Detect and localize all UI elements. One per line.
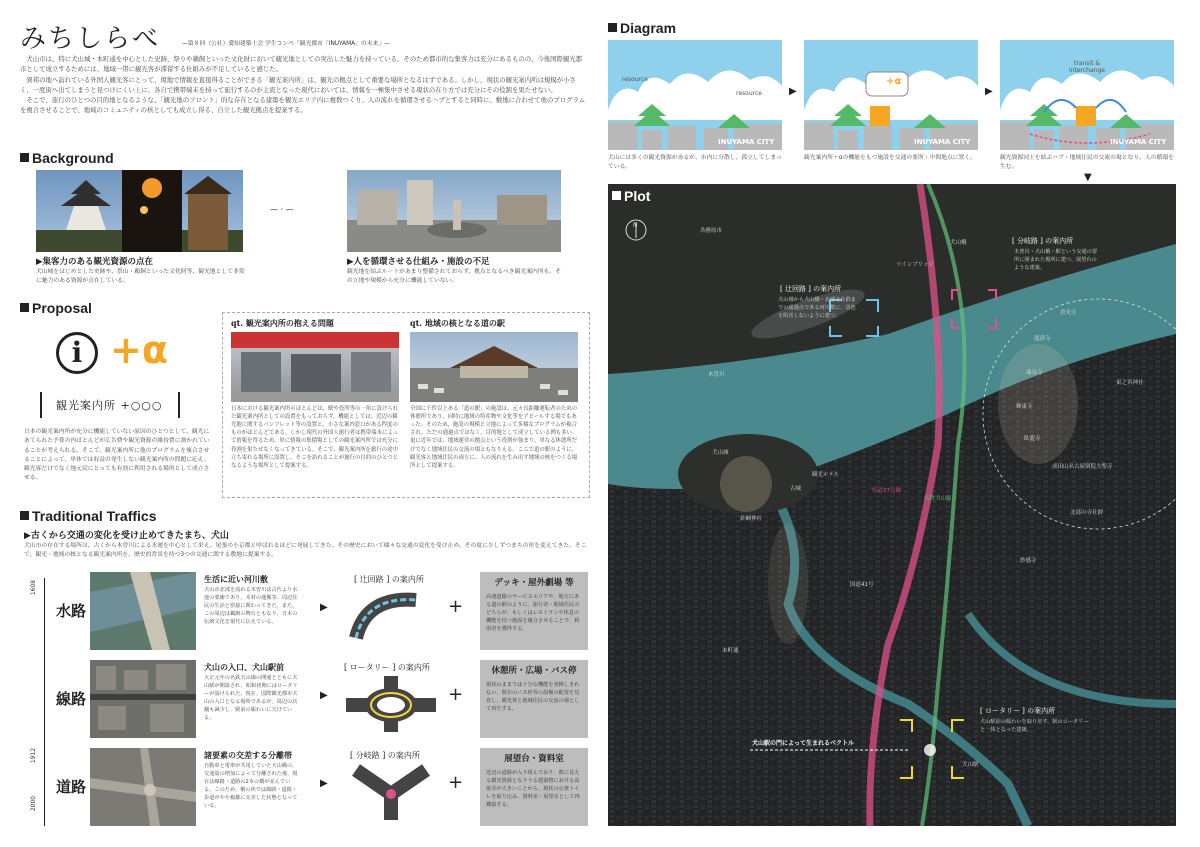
qt2-title: qt. 地域の核となる道の駅 — [410, 318, 505, 328]
lbl-higashinomiya: 東之宮神社 — [1116, 380, 1144, 386]
row2-arrow: ▶ — [320, 690, 328, 701]
site1-body: 犬山城から犬山橋・北部寺社群までの通過点である河川敷に、景色を阻害しないように建つ。 — [778, 297, 856, 320]
row2-center: [ ロータリー ] の案内所 — [344, 663, 430, 672]
intro — [20, 54, 588, 116]
proposal-body: 日本の観光案内所が充分に機能していない原因のひとつとして、観光にあてられた予算の内ほとんどが広告費や観光資源の維持費に割かれていることが考えられる。そこで、観光案内所に他のプログラムを複合させることによって、単体では収益の発生しない観光案内所の問題に応え、観光客だけでなく地元民にとっても有効に利用される場所として成立させる。 — [24, 429, 210, 482]
roundabout-icon — [346, 676, 436, 732]
lbl-meitetsu: 名鉄犬山線 — [924, 496, 952, 502]
proposal-heading-text: Proposal — [32, 300, 92, 316]
michinoeki-illustration — [410, 332, 578, 402]
row1-body: 犬山市北部を流れる木曽川は古代より水運の要衝であり、木材の運搬等、周辺住民の生活と密接に関わってきた。また、この周辺は鵜飼の舞台ともなり、日本の伝統文化を現代に伝えている。 — [204, 587, 298, 626]
lbl-furuyashiki: 古城 — [790, 486, 802, 492]
panel3-caption: 観光資源同士を結ぶハブ・地域住民の交流の場となり、人の循環を生む。 — [1000, 155, 1174, 171]
row1-plus: + — [448, 596, 464, 617]
site3-title: [ ロータリー ] の案内所 — [980, 707, 1056, 715]
panel1-city: INUYAMA CITY — [718, 138, 775, 146]
diagram-panel-3 — [1000, 40, 1174, 150]
proposal-heading — [20, 300, 92, 316]
diagram-arrow-2: ▶ — [985, 86, 993, 97]
year-1912: 1912 — [30, 747, 38, 764]
traffics-sub: ▶古くから交通の変化を受け止めてきたまち、犬山 — [24, 531, 229, 541]
compass-n: N — [633, 222, 638, 229]
panel1-resource-a: resource — [622, 76, 648, 83]
panel1-caption: 犬山には多くの観光資源があるが、市内に分散し、孤立してしまっている。 — [608, 155, 782, 171]
row1-box — [480, 572, 588, 650]
site1-title: [ 辻回路 ] の案内所 — [780, 285, 842, 293]
intro-p1: 犬山市は、特に犬山城・本町通を中心とした史跡、祭りや鵜飼といった文化財において観光地としての突出した魅力を持っている。そのため都市的な集客力は充分にあるものの、今後国際観光都市として成立するためには、地域一帯に観光客が滞留する仕組みが不足していると感じた。 — [20, 55, 583, 74]
intro-p3: そこで、旅行のひとつの目的地となるような、「観光地のフロント」的な存在となる建築を観光エリア内に複数つくり、人の流れを循環させるハブとすると同時に、敷地に合わせて他のプログラムを複合させることで、地域のコミュニティの核としても成立し得る、自立した観光拠点を提案する。 — [20, 96, 586, 115]
background-heading-text: Background — [32, 150, 114, 166]
plot-map — [608, 184, 1176, 826]
panel3-transit: transit & interchange — [1069, 60, 1105, 74]
castle-illustration — [36, 170, 243, 252]
lbl-route27: 県道27号線 — [872, 488, 901, 494]
road-photo — [90, 748, 196, 826]
info-symbol: i — [71, 336, 83, 369]
site2-title: [ 分岐路 ] の案内所 — [1012, 237, 1074, 245]
page-subtitle: —第８回（公社）愛知建築士会 学生コンペ「観光都市「INUYAMA」の未来」— — [182, 41, 390, 47]
lbl-kakamigahara: 各務原市 — [700, 228, 723, 234]
bg-left-title: ▶集客力のある観光資源の点在 — [36, 257, 154, 267]
diagram-arrow-1: ▶ — [789, 86, 797, 97]
street-illustration — [347, 170, 561, 252]
row2-box — [480, 660, 588, 738]
mode-road: 道路 — [56, 778, 87, 796]
qt2-photo — [410, 332, 578, 402]
fork-road-icon — [346, 764, 436, 820]
bg-connector: — · — — [270, 205, 294, 214]
year-2000: 2000 — [30, 795, 38, 812]
bg-left-body: 犬山城をはじめとした史跡や、祭山・鵜飼といった文化財等、観光地として非常に魅力のある資源が点在している。 — [36, 269, 245, 285]
panel3-city: INUYAMA CITY — [1110, 138, 1167, 146]
diagram-panel-2 — [804, 40, 978, 150]
lbl-kogenji: 香光寺 — [1060, 310, 1077, 316]
panel1-resource-b: resource — [736, 90, 762, 97]
curve-road-icon — [346, 588, 436, 644]
row2-box-title: 休憩所・広場・バス停 — [491, 666, 577, 676]
row3-box — [480, 748, 588, 826]
lbl-myokanji: 妙感寺 — [1020, 558, 1037, 564]
bg-right-body: 観光地を結ぶルートがあまり整備されておらず、拠点となるべき観光案内所も、その立地や規模から充分に機能していない。 — [347, 269, 562, 285]
lbl-inuyama-castle: 犬山城 — [712, 450, 729, 456]
row3-box-body: 近辺の道路が入り組んでおり、数に見える観光資源となりうる建築物における高低差が大きいことから、現状の公衆トイレを取り込み、資料室・展望室として再構築する。 — [486, 770, 580, 809]
proposal-label: 観光案内所 +○○○ — [56, 399, 163, 412]
river-aerial — [90, 572, 196, 650]
lbl-narita: 成田山名古屋別院大聖寺 — [1052, 464, 1113, 470]
row1-center: [ 辻回路 ] の案内所 — [354, 575, 424, 584]
diagram-heading — [608, 20, 676, 36]
rail-aerial — [90, 660, 196, 738]
qt1-title: qt. 観光案内所の抱える問題 — [231, 318, 334, 328]
lbl-twin-bridge: ツインブリッジ — [896, 262, 934, 268]
row2-plus: + — [448, 684, 464, 705]
qt1-photo — [231, 332, 399, 402]
lbl-inuyama-st: 犬山駅 — [962, 762, 979, 768]
lbl-hokubu: 北部の寺社群 — [1070, 510, 1104, 516]
road-aerial — [90, 748, 196, 826]
row3-box-title: 展望台・資料室 — [504, 754, 564, 764]
background-heading — [20, 150, 114, 166]
row3-plus: + — [448, 772, 464, 793]
row1-box-title: デッキ・屋外劇場 等 — [494, 578, 574, 588]
timeline-line — [44, 578, 45, 826]
row1-box-body: 高速道路のサービスエリアや、地方にある道の駅のように、旅行者・地域住民のどちらが、もしくはレストランや休息の機能を持つ施設を複合させることで、利用者を獲得する。 — [486, 594, 580, 633]
row3-arrow: ▶ — [320, 778, 328, 789]
lbl-kisogawa: 木曽川 — [708, 372, 725, 378]
mode-water: 水路 — [56, 602, 87, 620]
lbl-keiunji: 輝東寺 — [1016, 404, 1033, 410]
rail-photo — [90, 660, 196, 738]
panel2-plus: +α — [886, 76, 902, 87]
lbl-ryusenji: 龍済寺 — [1034, 336, 1051, 342]
panel2-caption: 観光案内所＋αの機能をもつ施設を交通の要所・中間地点に置く。 — [804, 155, 976, 161]
panel2-city: INUYAMA CITY — [914, 138, 971, 146]
lbl-shinmachi: 本町通 — [722, 648, 739, 654]
traffics-intro: 犬山市の存在する場所は、古くから木曽川による水運を中心として栄え、尾張の小京都と呼ばれるほどに発展してきた。その歴史において様々な交通の変化を受け止め、その度に少しずつまちの形を変えてきた。そこで、観光・地域の核となる観光案内所を、歴史的背景を持つ3つの交通に関する敷地に提案する。 — [24, 543, 587, 559]
qt2-body: 全国に千件以上ある「道の駅」の施設は、元々長距離運転者のための休憩所であり、同時に地域の特産物や文化等をアピールする場でもあった。そのため、施設の規模と立地によって多様なプログラムが複合され、ただの通過点ではなく、目的地として成立している例も多い。更に近年では、地域運営の拠点という役割が強まり、単なる休憩所だけでなく地域住民の交流の場ともなりえる。ここで道の駅のように、観光客と地域住民の両方に、人の流れを生み出す地域の核をつくる場所として提案する。 — [410, 406, 578, 469]
row1-title: 生活に近い河川敷 — [204, 574, 268, 584]
site3-body: 犬山駅前の賑わいを取り戻す、駅のロータリーと一体となった建築。 — [980, 719, 1089, 734]
diagram-heading-text: Diagram — [620, 20, 677, 36]
lbl-inuyama-bridge: 犬山橋 — [950, 240, 967, 246]
intro-p2: 異邦の地へ訪れている外国人観光客にとって、現地で情報を直接得ることができる「観光案内所」は、観光の拠点として重要な場所となるはずである。しかし、現状の観光案内所は規模が小さく、一度街へ出てしまうと見つけにくい上に、各自で携帯端末を持って旅行するのが主流となった現代においては、情報を一極集中させる現状の在り方では充分にその役割を果たせない。 — [20, 75, 576, 94]
lbl-zuisenji: 瑞泉寺 — [1026, 370, 1043, 376]
plot-heading-text: Plot — [624, 188, 651, 204]
year-1608: 1608 — [30, 579, 38, 596]
row3-title: 諸要素の交差する分離帯 — [204, 750, 292, 760]
plus-alpha: +α — [110, 328, 168, 372]
lbl-hotel: 観光ホテル — [812, 472, 840, 478]
river-photo — [90, 572, 196, 650]
row2-title: 犬山の入口、犬山駅前 — [204, 662, 284, 672]
mode-rail: 線路 — [56, 690, 87, 708]
site2-body: 木曽川・犬山橋・駅という交通の要所に囲まれた場所に建つ、展望台のような建築。 — [1014, 249, 1098, 272]
qt1-body: 日本における観光案内所のほとんどは、駅や役所等の一角に設けられた観光案内所としての設置をもっておらず、機能としては、近辺の観光地に関するパンフレット等の設置と、小さな案内窓口がある程度のものがほとんどである。しかし現代の外国人旅行者は携帯端末によって情報を得るため、単に情報の集積場としての観光案内所では充分に役割を果たせなくなってきている。そこで、観光案内所を旅行の途中立ち寄れる場所に設置し、そこを訪れることが旅行の目的のひとつとなるような場所として提案する。 — [231, 406, 399, 469]
plot-svg — [608, 184, 1176, 826]
plot-vector: 犬山駅の門によって生まれるベクトル — [752, 740, 855, 747]
diagram-arrow-down: ▼ — [1084, 172, 1092, 183]
plot-heading — [612, 188, 650, 204]
row2-box-body: 現状のままでは十分な機能を発揮しきれない、既存のバス停等の設備の配置を見直し、観光客と地域住民の交流の場として再生する。 — [486, 682, 580, 713]
row3-center: [ 分岐路 ] の案内所 — [350, 751, 420, 760]
castle-photo — [36, 170, 243, 252]
lbl-kokudo: 国道41号 — [850, 582, 874, 588]
bg-right-title: ▶人を循環させる仕組み・施設の不足 — [347, 257, 490, 267]
row2-body: 大正元年の名鉄犬山線の開通とともに犬山駅が開設され、昭和初期にはロータリーが設けられた。現在、国際観光都市犬山の入口となる場所であるが、周辺の店舗も減少し、駅前の賑わいに欠けている。 — [204, 675, 298, 722]
lbl-chokoji: 臥龍寺 — [1024, 436, 1041, 442]
traffics-heading-text: Traditional Traffics — [32, 508, 157, 524]
page-title: みちしらべ — [20, 24, 161, 54]
row1-arrow: ▶ — [320, 602, 328, 613]
lbl-harikoji: 針綱神社 — [740, 516, 763, 522]
street-photo — [347, 170, 561, 252]
info-icon — [56, 332, 98, 374]
station-illustration — [231, 332, 399, 402]
row3-body: 自動車と電車が共用していた犬山橋の、交通量の増加によって分離された後、現在は線路・道路の2本の橋が並んでいる。このため、橋の袂では線路・道路・歩道がやや複雑に交差した状態となっている。 — [204, 763, 298, 810]
traffics-heading — [20, 508, 156, 524]
